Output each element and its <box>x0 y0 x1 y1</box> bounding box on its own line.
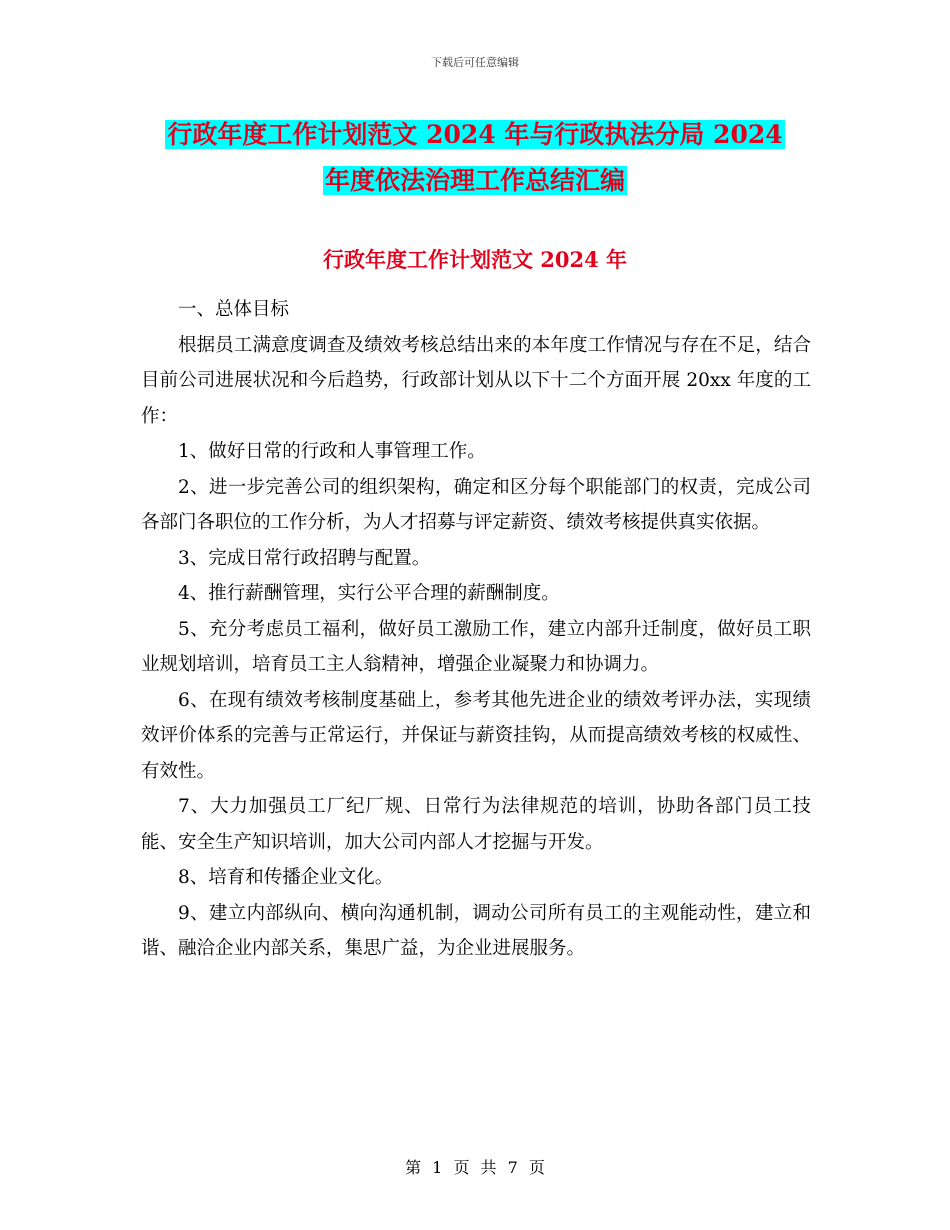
list-item-9: 9、建立内部纵向、横向沟通机制，调动公司所有员工的主观能动性，建立和谐、融洽企业内部关系，集思广益，为企业进展服务。 <box>141 902 811 959</box>
document-title <box>0 112 950 204</box>
title-line-1: 行政年度工作计划范文 2024 年与行政执法分局 2024 <box>167 120 783 149</box>
list-item-4: 4、推行薪酬管理，实行公平合理的薪酬制度。 <box>178 583 560 604</box>
document-body <box>141 292 811 967</box>
list-item-5: 5、充分考虑员工福利，做好员工激励工作，建立内部升迁制度，做好员工职业规划培训，培育员工主人翁精神，增强企业凝聚力和协调力。 <box>141 618 811 675</box>
heading-overall-goal: 一、总体目标 <box>178 299 290 320</box>
list-item-8: 8、培育和传播企业文化。 <box>178 867 394 888</box>
section-title: 行政年度工作计划范文 2024 年 <box>322 247 628 272</box>
list-item-3: 3、完成日常行政招聘与配置。 <box>178 547 431 569</box>
header-note: 下载后可任意编辑 <box>431 56 519 69</box>
page-footer: 第 1 页 共 7 页 <box>405 1158 545 1177</box>
title-line-2: 年度依法治理工作总结汇编 <box>324 166 625 195</box>
list-item-7: 7、大力加强员工厂纪厂规、日常行为法律规范的培训，协助各部门员工技能、安全生产知识培训，加大公司内部人才挖掘与开发。 <box>141 796 811 853</box>
list-item-1: 1、做好日常的行政和人事管理工作。 <box>178 441 486 462</box>
list-item-6: 6、在现有绩效考核制度基础上，参考其他先进企业的绩效考评办法，实现绩效评价体系的完善与正常运行，并保证与薪资挂钩，从而提高绩效考核的权威性、有效性。 <box>141 689 811 782</box>
list-item-2: 2、进一步完善公司的组织架构，确定和区分每个职能部门的权责，完成公司各部门各职位的工作分析，为人才招募与评定薪资、绩效考核提供真实依据。 <box>141 476 811 533</box>
paragraph-intro: 根据员工满意度调查及绩效考核总结出来的本年度工作情况与存在不足，结合目前公司进展状况和今后趋势，行政部计划从以下十二个方面开展 20xx 年度的工作： <box>141 334 811 427</box>
